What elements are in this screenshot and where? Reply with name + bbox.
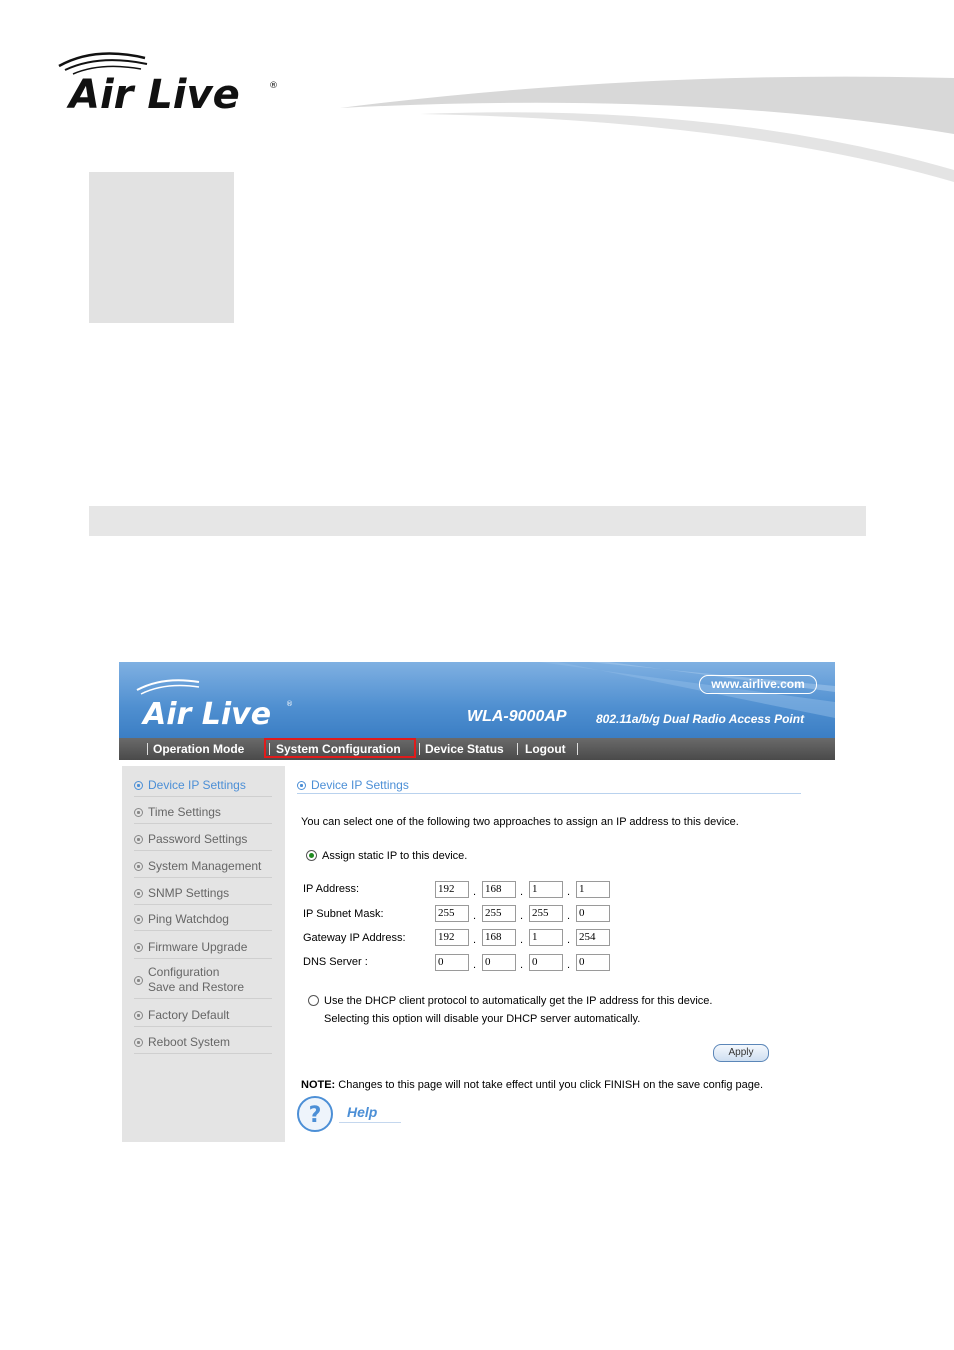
bullet-icon — [297, 781, 306, 790]
subnet-mask-octet-4[interactable]: 0 — [576, 905, 610, 922]
ip-address-octet-1[interactable]: 192 — [435, 881, 469, 898]
intro-text: You can select one of the following two approaches to assign an IP address to this device. — [301, 816, 739, 828]
svg-text:Air Live: Air Live — [69, 72, 240, 118]
nav-logout[interactable]: Logout — [525, 742, 566, 756]
bullet-icon — [134, 808, 143, 817]
bullet-icon — [134, 1038, 143, 1047]
web-ui-screenshot — [119, 662, 835, 1142]
sidebar-item-ping-watchdog[interactable]: Ping Watchdog — [134, 912, 272, 931]
nav-separator — [419, 743, 420, 755]
page-title: Device IP Settings — [297, 778, 409, 792]
svg-text:Air Live: Air Live — [143, 697, 272, 732]
sidebar-item-reboot-system[interactable]: Reboot System — [134, 1035, 272, 1054]
sidebar-item-label: Save and Restore — [148, 980, 245, 994]
static-ip-radio[interactable] — [306, 850, 317, 861]
header-swoosh-graphic — [340, 70, 954, 190]
note-text: NOTE: Changes to this page will not take effect until you click FINISH on the save config page. — [301, 1079, 764, 1091]
bullet-icon — [134, 976, 143, 985]
section-heading-bar — [89, 506, 866, 536]
sidebar-item-time-settings[interactable]: Time Settings — [134, 805, 272, 824]
svg-text:®: ® — [269, 81, 278, 91]
ip-address-octet-3[interactable]: 1 — [529, 881, 563, 898]
sidebar-item-system-management[interactable]: System Management — [134, 859, 272, 878]
nav-device-status[interactable]: Device Status — [425, 742, 504, 756]
dns-octet-3[interactable]: 0 — [529, 954, 563, 971]
help-icon[interactable] — [295, 1094, 335, 1134]
gateway-octet-1[interactable]: 192 — [435, 929, 469, 946]
bullet-icon — [134, 835, 143, 844]
nav-separator — [577, 743, 578, 755]
dns-octet-2[interactable]: 0 — [482, 954, 516, 971]
bullet-icon — [134, 915, 143, 924]
chapter-number-block — [89, 172, 234, 323]
dhcp-radio[interactable] — [308, 995, 319, 1006]
product-tagline: 802.11a/b/g Dual Radio Access Point — [596, 712, 805, 726]
bullet-icon — [134, 943, 143, 952]
ip-address-label: IP Address: — [303, 883, 360, 895]
help-underline — [339, 1122, 401, 1123]
ip-address-octet-4[interactable]: 1 — [576, 881, 610, 898]
sidebar-item-password-settings[interactable]: Password Settings — [134, 832, 272, 851]
bullet-icon — [134, 862, 143, 871]
gateway-label: Gateway IP Address: — [303, 932, 406, 944]
top-navigation — [119, 738, 835, 760]
sidebar-item-configuration-save-restore[interactable] — [134, 965, 272, 999]
sidebar-item-factory-default[interactable]: Factory Default — [134, 1008, 272, 1027]
highlight-frame — [264, 738, 416, 758]
nav-operation-mode[interactable]: Operation Mode — [153, 742, 245, 756]
nav-separator — [517, 743, 518, 755]
apply-button[interactable]: Apply — [713, 1044, 769, 1062]
subnet-mask-octet-1[interactable]: 255 — [435, 905, 469, 922]
dns-octet-4[interactable]: 0 — [576, 954, 610, 971]
dns-octet-1[interactable]: 0 — [435, 954, 469, 971]
svg-text:®: ® — [286, 700, 293, 708]
help-link[interactable]: Help — [347, 1104, 378, 1120]
gateway-octet-4[interactable]: 254 — [576, 929, 610, 946]
sidebar-item-label: Configuration — [148, 965, 220, 979]
sidebar-item-device-ip-settings[interactable]: Device IP Settings — [134, 778, 272, 797]
sidebar-menu — [122, 766, 285, 1142]
gateway-octet-3[interactable]: 1 — [529, 929, 563, 946]
subnet-mask-label: IP Subnet Mask: — [303, 908, 384, 920]
ip-address-octet-2[interactable]: 168 — [482, 881, 516, 898]
title-divider — [297, 793, 801, 794]
sidebar-item-snmp-settings[interactable]: SNMP Settings — [134, 886, 272, 905]
nav-separator — [147, 743, 148, 755]
nav-system-configuration[interactable]: System Configuration — [276, 742, 401, 756]
svg-text:?: ? — [308, 1103, 322, 1128]
subnet-mask-octet-3[interactable]: 255 — [529, 905, 563, 922]
sidebar-item-firmware-upgrade[interactable]: Firmware Upgrade — [134, 940, 272, 959]
main-content: Device IP Settings You can select one of the following two approaches to assign an IP address to this device. Assign static IP to this device. IP Address: 192 . 168 . 1 . 1 IP Subnet Mask: 255 . 255 . 255 . 0 Gateway IP Address: 192 . 168 . 1 . 254 DNS Server : 0 . 0 . 0 . 0 Use the DHCP client protocol to automatically get the IP address for this device. Selecting this option will disable your DHCP server automatically. Apply NOTE: Changes to this page will not take effect until you click FINISH on the save config page. ? Help — [295, 766, 835, 1142]
website-url-badge[interactable]: www.airlive.com — [699, 675, 817, 694]
dhcp-label: Use the DHCP client protocol to automatically get the IP address for this device. — [324, 995, 713, 1007]
dhcp-note: Selecting this option will disable your DHCP server automatically. — [324, 1013, 641, 1025]
subnet-mask-octet-2[interactable]: 255 — [482, 905, 516, 922]
model-name: WLA-9000AP — [467, 708, 567, 725]
dns-server-label: DNS Server : — [303, 956, 368, 968]
bullet-icon — [134, 889, 143, 898]
airlive-logo — [55, 48, 285, 118]
bullet-icon — [134, 781, 143, 790]
gateway-octet-2[interactable]: 168 — [482, 929, 516, 946]
header-banner — [119, 662, 835, 738]
bullet-icon — [134, 1011, 143, 1020]
static-ip-label: Assign static IP to this device. — [322, 850, 468, 862]
banner-airlive-logo — [133, 676, 303, 732]
